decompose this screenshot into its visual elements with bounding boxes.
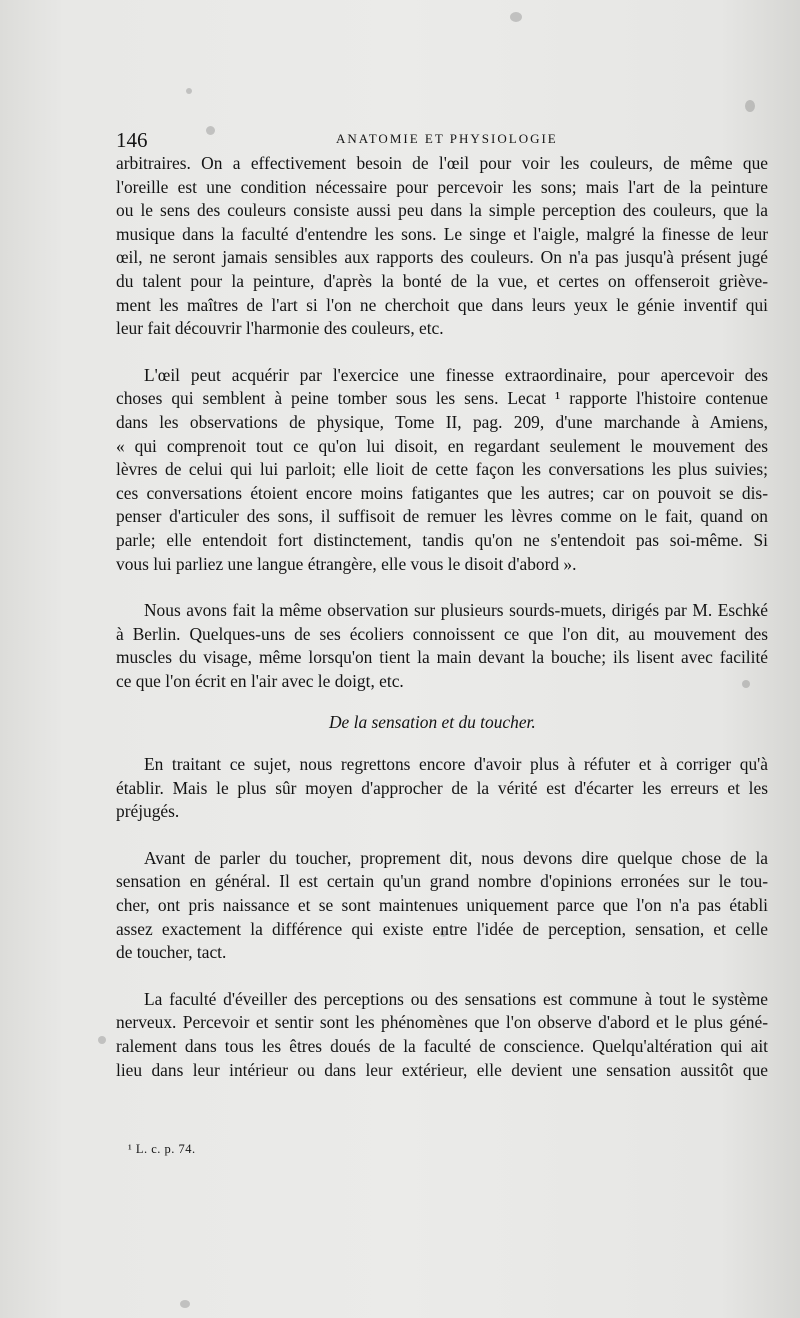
text-line: lèvres de celui qui lui parloit; elle lioit de cette façon les conversations les plus suivies; — [116, 459, 768, 480]
ink-speck — [98, 1036, 106, 1044]
text-line: à Berlin. Quelques-uns de ses écoliers connoissent ce que l'on dit, au mouvement des — [116, 623, 768, 644]
text-line: assez exactement la différence qui existe entre l'idée de perception, sensation, et celle — [116, 918, 768, 939]
text-line: musique dans la faculté d'entendre les sons. Le singe et l'aigle, malgré la finesse de leur — [116, 223, 768, 244]
section-gap — [116, 693, 768, 711]
text-line: En traitant ce sujet, nous regrettons encore d'avoir plus à réfuter et à corriger qu'à — [144, 754, 768, 775]
paragraph-2-cont — [116, 387, 768, 576]
section-heading: De la sensation et du toucher. — [329, 712, 536, 733]
ink-speck — [745, 100, 755, 112]
text-line: choses qui semblent à peine tomber sous les sens. Lecat ¹ rapporte l'histoire contenue — [116, 388, 768, 409]
text-line: leur fait découvrir l'harmonie des couleurs, etc. — [116, 318, 444, 339]
paragraph-3 — [116, 599, 768, 623]
text-line: penser d'articuler des sons, il suffisoit de remuer les lèvres comme on le fait, quand on — [116, 506, 768, 527]
paragraph-gap — [116, 576, 768, 599]
text-line: parle; elle entendoit fort distinctement, tandis qu'on ne s'entendoit pas soi-même. Si — [116, 529, 768, 550]
paragraph-4-cont — [116, 777, 768, 824]
paragraph-5 — [116, 847, 768, 871]
text-line: ces conversations étoient encore moins fatigantes que les autres; car on pouvoit se dis- — [116, 482, 768, 503]
paragraph-3-cont — [116, 623, 768, 694]
section-gap — [116, 735, 768, 753]
text-line: œil, ne seront jamais sensibles aux rapports des couleurs. On n'a pas jusqu'à présent jugé — [116, 247, 768, 268]
text-line: muscles du visage, même lorsqu'on tient la main devant la bouche; ils lisent avec facilité — [116, 647, 768, 668]
text-line: ment les maîtres de l'art si l'on ne cherchoit que dans leurs yeux le génie inventif qui — [116, 294, 768, 315]
ink-speck — [186, 88, 192, 94]
text-line: vous lui parliez une langue étrangère, elle vous le disoit d'abord ». — [116, 553, 577, 574]
paragraph-1 — [116, 152, 768, 341]
text-line: sensation en général. Il est certain qu'un grand nombre d'opinions erronées sur le tou- — [116, 871, 768, 892]
paragraph-4 — [116, 753, 768, 777]
body-text — [116, 152, 768, 1082]
page-header — [116, 128, 766, 154]
text-line: du talent pour la peinture, d'après la bonté de la vue, et certes on offenseroit griève- — [116, 270, 768, 291]
text-line: ce que l'on écrit en l'air avec le doigt, etc. — [116, 670, 404, 691]
text-line: « qui comprenoit tout ce qu'on lui disoit, en regardant seulement le mouvement des — [116, 435, 768, 456]
text-line: arbitraires. On a effectivement besoin de l'œil pour voir les couleurs, de même que — [116, 153, 768, 173]
text-line: dans les observations de physique, Tome II, pag. 209, d'une marchande à Amiens, — [116, 411, 768, 432]
text-line: de toucher, tact. — [116, 942, 227, 963]
text-line: ou le sens des couleurs consiste aussi peu dans la simple perception des couleurs, que la — [116, 200, 768, 221]
text-line: Avant de parler du toucher, proprement dit, nous devons dire quelque chose de la — [144, 847, 768, 868]
ink-speck — [510, 12, 522, 22]
page-number: 146 — [116, 128, 148, 152]
text-line: L'œil peut acquérir par l'exercice une finesse extraordinaire, pour apercevoir des — [144, 364, 768, 385]
text-line: l'oreille est une condition nécessaire pour percevoir les sons; mais l'art de la peinture — [116, 176, 768, 197]
text-line: préjugés. — [116, 801, 180, 822]
text-line: Nous avons fait la même observation sur plusieurs sourds-muets, dirigés par M. Eschké — [144, 600, 768, 621]
paragraph-6 — [116, 988, 768, 1012]
text-line: ralement dans tous les êtres doués de la faculté de conscience. Quelqu'altération qui ait — [116, 1036, 768, 1056]
text-line: lieu dans leur intérieur ou dans leur extérieur, elle devient une sensation aussitôt que — [116, 1059, 768, 1080]
text-line: La faculté d'éveiller des perceptions ou des sensations est commune à tout le système — [144, 988, 768, 1009]
paragraph-gap — [116, 824, 768, 847]
paragraph-gap — [116, 341, 768, 364]
footnote: ¹ L. c. p. 74. — [128, 1142, 196, 1156]
paragraph-6-cont — [116, 1011, 768, 1082]
paragraph-gap — [116, 965, 768, 988]
running-head: ANATOMIE ET PHYSIOLOGIE — [336, 131, 558, 146]
text-line: cher, ont pris naissance et se sont maintenues uniquement parce que l'on n'a pas établi — [116, 895, 768, 916]
ink-speck — [180, 1300, 190, 1308]
paragraph-5-cont — [116, 870, 768, 964]
text-line: nerveux. Percevoir et sentir sont les phénomènes que l'on observe d'abord et le plus géné- — [116, 1012, 768, 1033]
paragraph-2 — [116, 364, 768, 388]
text-line: établir. Mais le plus sûr moyen d'approcher de la vérité est d'écarter les erreurs et les — [116, 777, 768, 798]
